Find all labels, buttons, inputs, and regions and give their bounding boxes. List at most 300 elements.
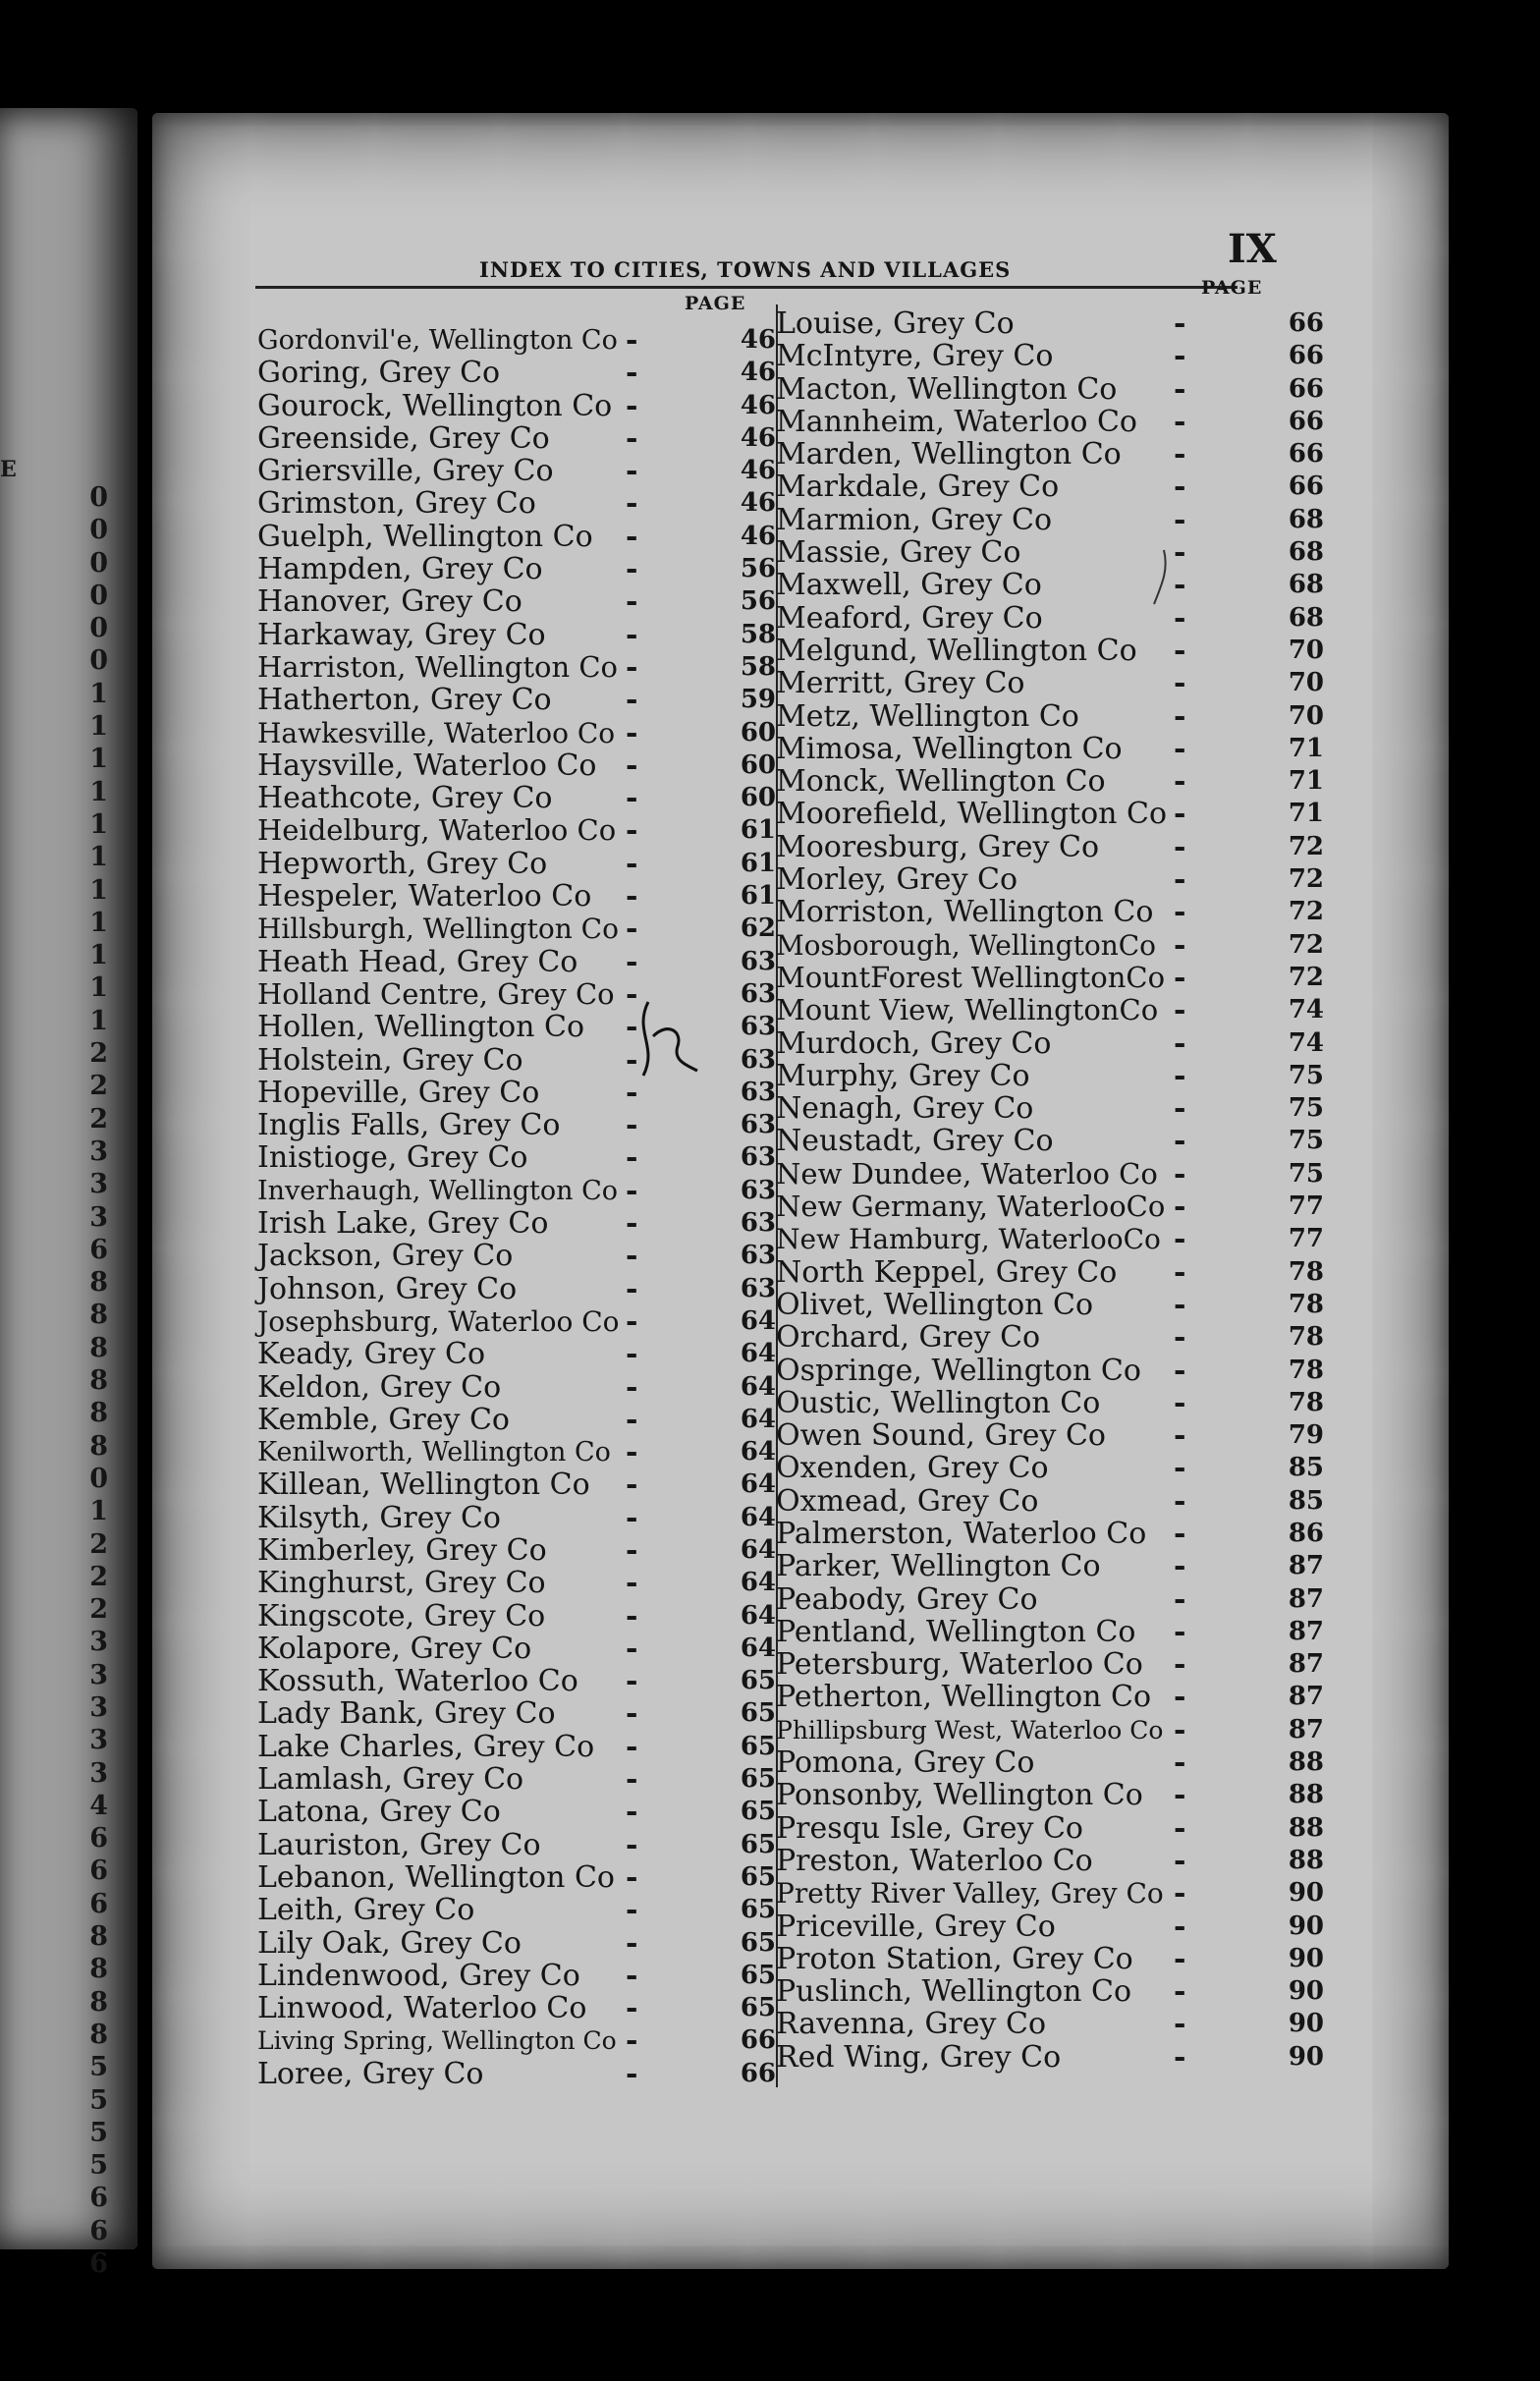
leader-dash: - (1174, 764, 1186, 800)
place-name: Pomona, Grey Co (776, 1745, 1035, 1781)
index-entry (776, 1256, 1326, 1289)
index-entry (257, 1371, 778, 1404)
left-page-number: 3 (89, 1691, 108, 1723)
left-page-number: 8 (89, 1267, 108, 1299)
place-name: Harriston, Wellington Co (257, 649, 619, 684)
leader-dash: - (626, 781, 638, 816)
left-page-number: 5 (89, 2150, 108, 2182)
index-entry (257, 2058, 778, 2090)
place-name: Gordonvil'e, Wellington Co (257, 325, 618, 356)
index-entry (776, 1158, 1326, 1190)
place-name: Macton, Wellington Co (776, 371, 1118, 407)
leader-dash: - (626, 1598, 638, 1633)
index-entry (257, 749, 778, 782)
page-ref: 46 (740, 390, 776, 420)
page-ref: 63 (740, 1273, 776, 1303)
place-name: Hespeler, Waterloo Co (257, 879, 592, 914)
page-ref: 75 (1288, 1126, 1324, 1156)
place-name: Lady Bank, Grey Co (257, 1696, 556, 1732)
leader-dash: - (1174, 535, 1186, 571)
place-name: Greenside, Grey Co (257, 420, 550, 456)
leader-dash: - (626, 1435, 638, 1470)
leader-dash: - (626, 1664, 638, 1699)
leader-dash: - (1174, 829, 1186, 864)
left-page-number: 0 (89, 645, 108, 677)
page-ref: 71 (1288, 733, 1324, 763)
leader-dash: - (1174, 1483, 1186, 1519)
index-entry (257, 1534, 778, 1567)
index-entry (257, 782, 778, 814)
leader-dash: - (626, 552, 638, 587)
leader-dash: - (626, 584, 638, 620)
leader-dash: - (626, 1108, 638, 1143)
leader-dash: - (626, 813, 638, 849)
left-page-number: 3 (89, 1757, 108, 1789)
leader-dash: - (626, 649, 638, 685)
left-page-number: 1 (89, 744, 108, 775)
place-name: Ponsonby, Wellington Co (776, 1778, 1143, 1813)
place-name: Kenilworth, Wellington Co (257, 1437, 611, 1468)
page-ref: 63 (740, 1241, 776, 1271)
place-name: Kolapore, Grey Co (257, 1631, 532, 1666)
leader-dash: - (1174, 1778, 1186, 1813)
place-name: Lindenwood, Grey Co (257, 1958, 580, 1993)
page-ref: 65 (740, 1927, 776, 1958)
leader-dash: - (626, 976, 638, 1012)
left-page-number: 1 (89, 808, 108, 840)
index-entry (257, 1567, 778, 1599)
place-name: Peabody, Grey Co (776, 1581, 1038, 1617)
place-name: New Hamburg, WaterlooCo (776, 1223, 1161, 1256)
page-ref: 66 (1288, 308, 1324, 338)
place-name: Monck, Wellington Co (776, 764, 1106, 800)
page-ref: 72 (1288, 831, 1324, 861)
leader-dash: - (1174, 1909, 1186, 1944)
index-entry (776, 962, 1326, 994)
place-name: Louise, Grey Co (776, 306, 1015, 341)
leader-dash: - (1174, 698, 1186, 734)
index-entry (776, 1616, 1326, 1648)
leader-dash: - (626, 1075, 638, 1110)
place-name: Oxmead, Grey Co (776, 1483, 1039, 1519)
leader-dash: - (626, 1925, 638, 1961)
page-ref: 72 (1288, 929, 1324, 960)
column1-page-label: PAGE (685, 293, 746, 314)
leader-dash: - (626, 519, 638, 554)
page-ref: 87 (1288, 1682, 1324, 1712)
page-ref: 46 (740, 488, 776, 519)
leader-dash: - (1174, 1680, 1186, 1715)
leader-dash: - (1174, 927, 1186, 963)
leader-dash: - (626, 1042, 638, 1078)
index-entry (776, 2008, 1326, 2040)
place-name: Killean, Wellington Co (257, 1467, 590, 1503)
index-entry (257, 880, 778, 913)
leader-dash: - (626, 912, 638, 947)
place-name: Kingscote, Grey Co (257, 1598, 546, 1633)
page-ref: 60 (740, 749, 776, 780)
page-ref: 63 (740, 1012, 776, 1042)
index-entry (257, 553, 778, 585)
page-ref: 63 (740, 1077, 776, 1107)
leader-dash: - (1174, 1190, 1186, 1225)
index-entry (257, 1468, 778, 1501)
page-ref: 88 (1288, 1747, 1324, 1778)
leader-dash: - (1174, 1124, 1186, 1159)
left-page-fragment (0, 108, 138, 2280)
leader-dash: - (1174, 993, 1186, 1028)
place-name: Puslinch, Wellington Co (776, 1974, 1132, 2010)
index-entry (257, 1796, 778, 1828)
page-title: INDEX TO CITIES, TOWNS AND VILLAGES (479, 257, 1012, 282)
page-ref: 90 (1288, 1943, 1324, 1973)
leader-dash: - (1174, 1025, 1186, 1061)
leader-dash: - (626, 1467, 638, 1503)
page-ref: 65 (740, 1797, 776, 1827)
leader-dash: - (1174, 1353, 1186, 1388)
index-entry (776, 1452, 1326, 1484)
index-entry (776, 569, 1326, 601)
left-page-number: 0 (89, 1463, 108, 1494)
left-page-number: 1 (89, 972, 108, 1004)
index-entry (776, 1485, 1326, 1518)
page-ref: 90 (1288, 1910, 1324, 1941)
leader-dash: - (1174, 1058, 1186, 1093)
place-name: New Dundee, Waterloo Co (776, 1156, 1158, 1190)
place-name: Kimberley, Grey Co (257, 1532, 547, 1568)
index-entry (257, 585, 778, 618)
index-entry (776, 1550, 1326, 1582)
index-entry (257, 1338, 778, 1370)
leader-dash: - (1174, 470, 1186, 505)
index-entry (257, 521, 778, 553)
leader-dash: - (626, 388, 638, 423)
page-ref: 65 (740, 1829, 776, 1859)
index-entry (776, 471, 1326, 503)
index-entry (776, 1027, 1326, 1060)
place-name: Red Wing, Grey Co (776, 2039, 1062, 2075)
leader-dash: - (1174, 731, 1186, 766)
page-ref: 64 (740, 1633, 776, 1663)
left-page-number: 5 (89, 2052, 108, 2083)
left-page-number: 1 (89, 842, 108, 873)
place-name: Holstein, Grey Co (257, 1042, 523, 1078)
left-page-number: 3 (89, 1659, 108, 1690)
left-page-number: 0 (89, 580, 108, 611)
page-ref: 87 (1288, 1616, 1324, 1646)
left-page-number: 2 (89, 1594, 108, 1626)
place-name: Living Spring, Wellington Co (257, 2026, 617, 2056)
index-entry (776, 1583, 1326, 1616)
place-name: Latona, Grey Co (257, 1795, 501, 1830)
page-ref: 65 (740, 1895, 776, 1925)
leader-dash: - (626, 1859, 638, 1895)
page-ref: 88 (1288, 1812, 1324, 1843)
page-ref: 59 (740, 685, 776, 715)
page-ref: 63 (740, 1175, 776, 1205)
index-entry (776, 307, 1326, 340)
place-name: Oustic, Wellington Co (776, 1385, 1101, 1420)
page-ref: 72 (1288, 864, 1324, 895)
left-page-number: 5 (89, 2117, 108, 2148)
index-entry (776, 406, 1326, 438)
index-entry (776, 994, 1326, 1026)
place-name: Mooresburg, Grey Co (776, 829, 1100, 864)
leader-dash: - (626, 715, 638, 750)
leader-dash: - (626, 846, 638, 881)
page-ref: 78 (1288, 1322, 1324, 1353)
leader-dash: - (626, 1271, 638, 1306)
index-entry (776, 1223, 1326, 1255)
page-ref: 64 (740, 1600, 776, 1631)
leader-dash: - (626, 486, 638, 522)
leader-dash: - (1174, 437, 1186, 472)
leader-dash: - (626, 1402, 638, 1437)
place-name: Pretty River Valley, Grey Co (776, 1877, 1164, 1910)
page-ref: 71 (1288, 766, 1324, 797)
place-name: Holland Centre, Grey Co (257, 976, 615, 1011)
place-name: North Keppel, Grey Co (776, 1254, 1118, 1290)
left-page-number: 1 (89, 874, 108, 906)
index-entry (257, 1240, 778, 1272)
index-entry (257, 1927, 778, 1960)
place-name: MountForest WellingtonCo (776, 960, 1166, 994)
page-ref: 60 (740, 717, 776, 748)
page-ref: 65 (740, 1861, 776, 1892)
leader-dash: - (626, 1239, 638, 1274)
leader-dash: - (1174, 960, 1186, 995)
left-page-number: 0 (89, 482, 108, 513)
index-entry (257, 357, 778, 389)
leader-dash: - (1174, 633, 1186, 668)
place-name: Hawkesville, Waterloo Co (257, 716, 616, 749)
leader-dash: - (626, 1893, 638, 1928)
place-name: Leith, Grey Co (257, 1893, 475, 1928)
index-entry (257, 1894, 778, 1926)
index-entry (776, 602, 1326, 635)
index-entry (776, 1518, 1326, 1550)
index-entry (257, 1697, 778, 1730)
place-name: Marden, Wellington Co (776, 437, 1122, 472)
index-entry (257, 1992, 778, 2024)
place-name: New Germany, WaterlooCo (776, 1190, 1166, 1224)
page-ref: 63 (740, 978, 776, 1009)
left-page-number: 2 (89, 1103, 108, 1135)
column2-page-label: PAGE (1201, 277, 1263, 299)
left-page-number: 6 (89, 2183, 108, 2214)
left-page-number: 8 (89, 1986, 108, 2018)
index-entry (257, 1763, 778, 1796)
place-name: Marmion, Grey Co (776, 502, 1053, 537)
page-ref: 63 (740, 946, 776, 976)
left-page-number: 8 (89, 2019, 108, 2050)
page-ref: 68 (1288, 602, 1324, 633)
leader-dash: - (1174, 1647, 1186, 1683)
left-page-number: 0 (89, 547, 108, 579)
leader-dash: - (626, 1827, 638, 1862)
page-ref: 65 (740, 1960, 776, 1990)
place-name: Nenagh, Grey Co (776, 1091, 1034, 1127)
place-name: Phillipsburg West, Waterloo Co (776, 1715, 1164, 1744)
leader-dash: - (626, 1140, 638, 1176)
place-name: Hollen, Wellington Co (257, 1010, 585, 1045)
left-page-number: 8 (89, 1430, 108, 1462)
page-ref: 90 (1288, 1878, 1324, 1909)
leader-dash: - (1174, 1222, 1186, 1257)
place-name: Morriston, Wellington Co (776, 895, 1154, 930)
place-name: Josephsburg, Waterloo Co (257, 1304, 620, 1338)
leader-dash: - (1174, 1418, 1186, 1454)
index-entry (776, 1845, 1326, 1877)
leader-dash: - (626, 1991, 638, 2026)
page-ref: 70 (1288, 635, 1324, 665)
index-entry (776, 1746, 1326, 1779)
left-page-number: 6 (89, 1888, 108, 1919)
page-number: IX (1228, 226, 1277, 272)
leader-dash: - (626, 1762, 638, 1798)
leader-dash: - (626, 420, 638, 456)
page-ref: 71 (1288, 799, 1324, 829)
page-ref: 88 (1288, 1845, 1324, 1875)
left-page-number: 1 (89, 907, 108, 938)
index-entry (257, 1141, 778, 1174)
place-name: Hatherton, Grey Co (257, 683, 552, 718)
leader-dash: - (1174, 1516, 1186, 1551)
leader-dash: - (1174, 568, 1186, 603)
place-name: Priceville, Grey Co (776, 1909, 1056, 1944)
index-entry (257, 1600, 778, 1633)
index-column-2 (776, 307, 1326, 2074)
leader-dash: - (626, 2023, 638, 2059)
page-ref: 63 (740, 1142, 776, 1173)
page-ref: 74 (1288, 995, 1324, 1025)
place-name: Petersburg, Waterloo Co (776, 1647, 1143, 1683)
leader-dash: - (1174, 1810, 1186, 1846)
page-ref: 75 (1288, 1060, 1324, 1090)
index-entry (776, 536, 1326, 569)
leader-dash: - (1174, 600, 1186, 636)
left-page-number: 6 (89, 1855, 108, 1887)
leader-dash: - (626, 1958, 638, 1993)
place-name: Lily Oak, Grey Co (257, 1925, 522, 1961)
place-name: Murdoch, Grey Co (776, 1025, 1052, 1061)
place-name: Palmerston, Waterloo Co (776, 1516, 1147, 1551)
index-entry (257, 619, 778, 651)
leader-dash: - (626, 683, 638, 718)
place-name: Irish Lake, Grey Co (257, 1206, 549, 1242)
index-entry (257, 1829, 778, 1861)
index-entry (257, 324, 778, 357)
place-name: Hillsburgh, Wellington Co (257, 913, 619, 946)
index-entry (776, 798, 1326, 830)
left-page-number: 2 (89, 1038, 108, 1070)
index-entry (776, 1387, 1326, 1419)
page-ref: 56 (740, 554, 776, 584)
left-page-letter: E (0, 457, 17, 482)
leader-dash: - (626, 1566, 638, 1601)
index-entry (257, 848, 778, 880)
place-name: Griersville, Grey Co (257, 454, 554, 489)
index-entry (257, 1960, 778, 1992)
left-page-number: 1 (89, 711, 108, 743)
index-entry (257, 651, 778, 684)
left-page-number: 2 (89, 1561, 108, 1592)
place-name: Moorefield, Wellington Co (776, 797, 1168, 832)
page-ref: 75 (1288, 1158, 1324, 1189)
page-ref: 72 (1288, 897, 1324, 927)
place-name: Kinghurst, Grey Co (257, 1566, 546, 1601)
index-entry (776, 896, 1326, 928)
index-entry (776, 733, 1326, 765)
leader-dash: - (626, 1369, 638, 1405)
page-ref: 63 (740, 1110, 776, 1140)
index-entry (776, 700, 1326, 733)
page-ref: 65 (740, 1698, 776, 1729)
page-ref: 62 (740, 914, 776, 944)
page-ref: 90 (1288, 2041, 1324, 2072)
left-page-number: 1 (89, 1496, 108, 1527)
page-ref: 66 (1288, 406, 1324, 436)
leader-dash: - (1174, 1843, 1186, 1878)
page-ref: 70 (1288, 668, 1324, 698)
left-page-number: 2 (89, 1071, 108, 1102)
page-ref: 85 (1288, 1453, 1324, 1483)
index-entry (257, 1207, 778, 1240)
page-ref: 61 (740, 815, 776, 846)
place-name: Keldon, Grey Co (257, 1369, 502, 1405)
page-ref: 64 (740, 1339, 776, 1369)
page-ref: 66 (740, 2058, 776, 2088)
page-ref: 77 (1288, 1224, 1324, 1254)
leader-dash: - (626, 1303, 638, 1339)
index-entry (776, 1812, 1326, 1845)
place-name: Guelph, Wellington Co (257, 519, 593, 554)
page-ref: 87 (1288, 1583, 1324, 1614)
left-page-number: 3 (89, 1627, 108, 1658)
place-name: Oxenden, Grey Co (776, 1451, 1049, 1486)
left-page-number: 4 (89, 1790, 108, 1821)
page-ref: 66 (740, 2025, 776, 2056)
place-name: Massie, Grey Co (776, 535, 1021, 571)
left-page-number: 3 (89, 1169, 108, 1200)
leader-dash: - (1174, 1941, 1186, 1976)
place-name: Olivet, Wellington Co (776, 1287, 1094, 1322)
page-ref: 58 (740, 651, 776, 682)
index-entry (776, 1289, 1326, 1321)
page-ref: 75 (1288, 1093, 1324, 1124)
index-entry (257, 2024, 778, 2057)
place-name: Morley, Grey Co (776, 862, 1018, 898)
index-entry (776, 373, 1326, 406)
index-entry (257, 1633, 778, 1665)
place-name: Harkaway, Grey Co (257, 617, 546, 652)
leader-dash: - (626, 1010, 638, 1045)
page-ref: 64 (740, 1371, 776, 1402)
place-name: Hopeville, Grey Co (257, 1075, 540, 1110)
page-ref: 64 (740, 1469, 776, 1500)
leader-dash: - (1174, 2039, 1186, 2075)
index-entry (776, 635, 1326, 667)
page-ref: 64 (740, 1404, 776, 1434)
left-page-number: 8 (89, 1365, 108, 1397)
leader-dash: - (626, 1729, 638, 1764)
place-name: Kilsyth, Grey Co (257, 1500, 501, 1535)
page-ref: 79 (1288, 1420, 1324, 1451)
leader-dash: - (1174, 895, 1186, 930)
place-name: Presqu Isle, Grey Co (776, 1810, 1083, 1846)
index-entry (257, 1109, 778, 1141)
index-entry (257, 1305, 778, 1338)
